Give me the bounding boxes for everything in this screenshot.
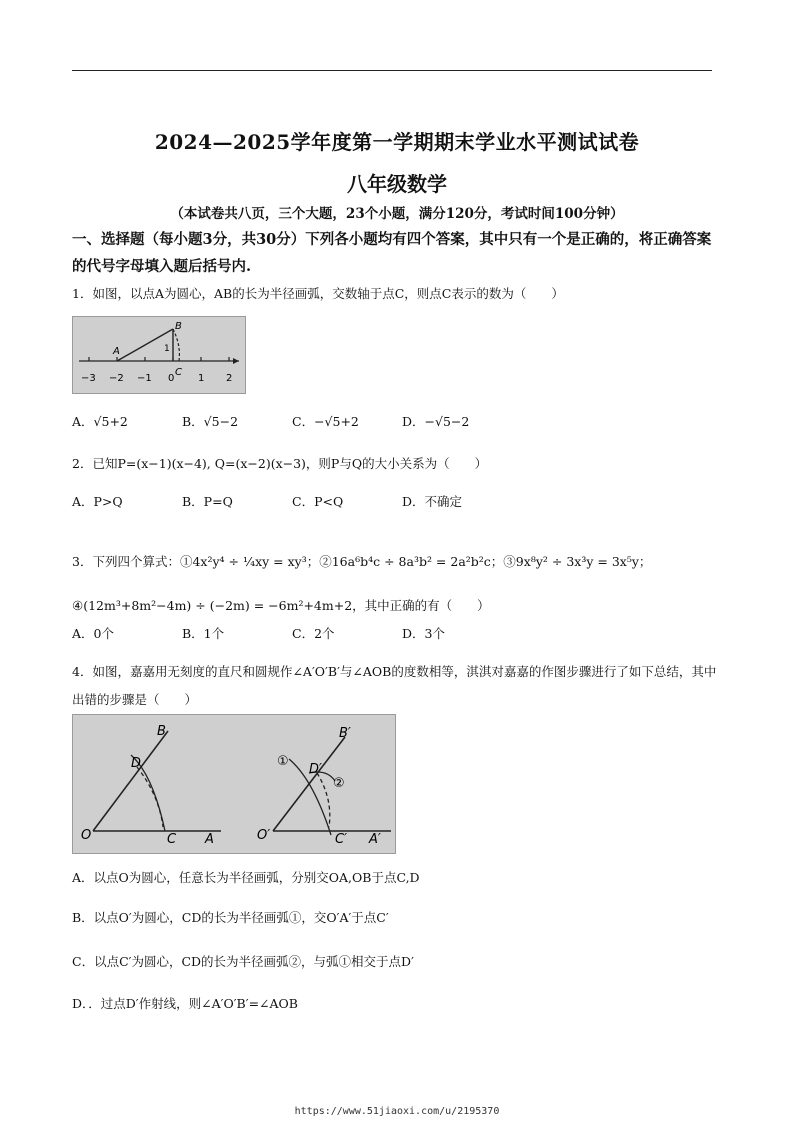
fig4-arc-2-label: ② xyxy=(333,776,345,791)
fig1-tick: −2 xyxy=(109,373,124,384)
question-3-line-1: 3．下列四个算式：①4x²y⁴ ÷ ¼xy = xy³；②16a⁶b⁴c ÷ 8a³b² = 2a²b²c；③9x⁸y² ÷ 3x³y = 3x⁵y； xyxy=(72,554,652,569)
question-1-option-c: C．−√5+2 xyxy=(292,414,359,429)
fig4-right-b: B′ xyxy=(339,726,351,741)
question-2-text: 2．已知P=(x−1)(x−4), Q=(x−2)(x−3)，则P与Q的大小关系为（ ） xyxy=(72,456,488,471)
exam-note: （本试卷共八页，三个大题，23个小题，满分120分，考试时间100分钟） xyxy=(170,206,624,222)
question-1-option-d: D．−√5−2 xyxy=(402,414,470,429)
question-4-figure xyxy=(72,714,396,854)
fig1-label-c: C xyxy=(175,367,182,378)
question-1-text: 1．如图，以点A为圆心，AB的长为半径画弧，交数轴于点C，则点C表示的数为（ ） xyxy=(72,286,564,301)
footer-url[interactable]: https://www.51jiaoxi.com/u/2195370 xyxy=(294,1106,500,1117)
fig1-tick: 1 xyxy=(198,373,205,384)
question-4-text: 4．如图，嘉嘉用无刻度的直尺和圆规作∠A′O′B′与∠AOB的度数相等，淇淇对嘉嘉的作图步骤进行了如下总结，其中出错的步骤是（ ） xyxy=(72,664,717,707)
question-2-option-a: A．P>Q xyxy=(72,494,123,509)
fig4-right-c: C′ xyxy=(335,832,348,847)
fig4-left-a: A xyxy=(205,832,214,847)
question-1-figure xyxy=(72,316,246,394)
fig1-tick: 0 xyxy=(168,373,175,384)
question-1-option-b: B．√5−2 xyxy=(182,414,239,429)
fig4-left-b: B xyxy=(157,724,166,739)
fig1-label-b: B xyxy=(175,321,182,332)
question-3-option-c: C．2个 xyxy=(292,626,335,641)
question-3-line-2: ④(12m³+8m²−4m) ÷ (−2m) = −6m²+4m+2，其中正确的有（ ） xyxy=(72,598,490,613)
question-2-option-c: C．P<Q xyxy=(292,494,344,509)
fig4-left-o: O xyxy=(81,828,92,843)
fig4-arc-1-label: ① xyxy=(277,754,289,769)
fig1-label-a: A xyxy=(113,346,120,357)
fig4-left-d: D xyxy=(131,756,142,771)
question-2-option-b: B．P=Q xyxy=(182,494,233,509)
question-4-option-c: C．以点C′为圆心，CD的长为半径画弧②，与弧①相交于点D′ xyxy=(72,954,414,969)
top-rule xyxy=(72,70,712,71)
question-4-option-b: B．以点O′为圆心，CD的长为半径画弧①，交O′A′于点C′ xyxy=(72,910,389,925)
fig4-right-d: D′ xyxy=(309,762,322,777)
fig1-tick: −1 xyxy=(137,373,152,384)
exam-subtitle: 八年级数学 xyxy=(347,172,447,196)
question-4-option-a: A．以点O为圆心，任意长为半径画弧，分别交OA,OB于点C,D xyxy=(72,870,420,885)
exam-title: 2024—2025学年度第一学期期末学业水平测试试卷 xyxy=(154,130,640,154)
question-3-option-a: A．0个 xyxy=(72,626,114,641)
fig4-right-a: A′ xyxy=(369,832,381,847)
fig4-right-o: O′ xyxy=(257,828,271,843)
question-3-option-d: D．3个 xyxy=(402,626,445,641)
question-1-option-a: A．√5+2 xyxy=(72,414,128,429)
fig4-left-c: C xyxy=(167,832,177,847)
fig1-label-1: 1 xyxy=(164,344,170,354)
question-4-option-d: D．．过点D′作射线，则∠A′O′B′=∠AOB xyxy=(72,996,298,1011)
question-2-option-d: D．不确定 xyxy=(402,494,463,509)
fig1-tick: 2 xyxy=(226,373,233,384)
section-heading: 一、选择题（每小题3分，共30分）下列各小题均有四个答案，其中只有一个是正确的，将正确答案的代号字母填入题后括号内. xyxy=(72,231,712,275)
fig1-tick: −3 xyxy=(81,373,96,384)
question-3-option-b: B．1个 xyxy=(182,626,225,641)
